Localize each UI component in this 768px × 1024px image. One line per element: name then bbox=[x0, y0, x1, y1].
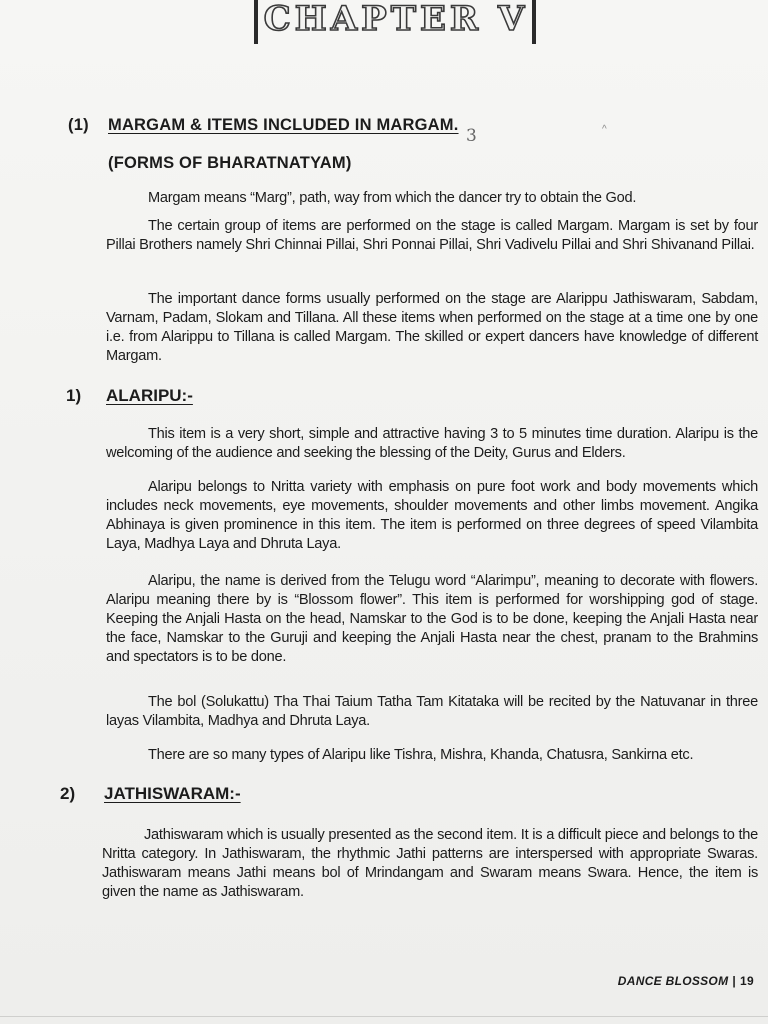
chapter-title: CHAPTER V bbox=[263, 0, 529, 39]
page-edge bbox=[0, 1016, 768, 1017]
section-title: ALARIPU:- bbox=[106, 386, 193, 405]
alaripu-paragraph-1: This item is a very short, simple and attractive having 3 to 5 minutes time duration. Alaripu is the welcoming of the audience and seeking the blessing of the Deity, Gurus and Elders. bbox=[106, 426, 758, 461]
alaripu-paragraph-4: The bol (Solukattu) Tha Thai Taium Tatha Tam Kitataka will be recited by the Natuvanar in three layas Vilambita, Madhya and Dhruta Laya. bbox=[106, 694, 758, 729]
page-number: 19 bbox=[740, 974, 754, 988]
page-footer bbox=[618, 974, 754, 988]
main-heading-number: (1) bbox=[68, 116, 89, 134]
section-heading-alaripu bbox=[66, 386, 266, 408]
chapter-rule-right bbox=[532, 0, 536, 44]
sub-heading: (FORMS OF BHARATNATYAM) bbox=[108, 154, 352, 172]
main-heading bbox=[68, 116, 459, 135]
chapter-header bbox=[252, 0, 540, 44]
pen-mark: ^ bbox=[602, 124, 607, 135]
footer-separator: | bbox=[732, 974, 737, 988]
section-title: JATHISWARAM:- bbox=[104, 784, 241, 803]
book-title: DANCE BLOSSOM bbox=[617, 974, 729, 988]
intro-paragraph-2: The certain group of items are performed on the stage is called Margam. Margam is set by four Pillai Brothers namely Shri Chinnai Pillai, Shri Ponnai Pillai, Shri Vadivelu Pillai and Shri Shivanand Pillai. bbox=[106, 218, 758, 253]
jathiswaram-paragraph-1: Jathiswaram which is usually presented as the second item. It is a difficult piece and belongs to the Nritta category. In Jathiswaram, the rhythmic Jathi patterns are interspersed with appropriate Swaras. Jathiswaram means Jathi means bol of Mrindangam and Swaram means Swara. Hence, the item is given the name as Jathiswaram. bbox=[102, 827, 758, 900]
intro-paragraph-1: Margam means “Marg”, path, way from which the dancer try to obtain the God. bbox=[148, 190, 637, 206]
section-number: 1) bbox=[66, 386, 82, 405]
section-number: 2) bbox=[60, 784, 76, 803]
chapter-rule-left bbox=[254, 0, 258, 44]
handwritten-mark: 3 bbox=[466, 126, 477, 146]
section-heading-jathiswaram bbox=[60, 784, 300, 806]
main-heading-text: MARGAM & ITEMS INCLUDED IN MARGAM. bbox=[108, 116, 459, 134]
alaripu-paragraph-5: There are so many types of Alaripu like Tishra, Mishra, Khanda, Chatusra, Sankirna etc. bbox=[148, 747, 694, 763]
alaripu-paragraph-3: Alaripu, the name is derived from the Telugu word “Alarimpu”, meaning to decorate with flowers. Alaripu meaning there by is “Blossom flower”. This item is performed for worshipping god of stage. Keeping the Anjali Hasta on the head, Namskar to the God is to be done, keeping the Anjali Hasta near the face, Namskar to the Guruji and keeping the Anjali Hasta near the chest, pranam to the Brahmins and spectators is to be done. bbox=[106, 573, 758, 665]
intro-paragraph-3: The important dance forms usually performed on the stage are Alarippu Jathiswaram, Sabdam, Varnam, Padam, Slokam and Tillana. All these items when performed on the stage at a time one by one i.e. from Alarippu to Tillana is called Margam. The skilled or expert dancers have knowledge of different Margam. bbox=[106, 291, 758, 364]
alaripu-paragraph-2: Alaripu belongs to Nritta variety with emphasis on pure foot work and body movements which includes neck movements, eye movements, shoulder movements and other limbs movement. Angika Abhinaya is given prominence in this item. The item is performed on three degrees of speed Vilambita Laya, Madhya Laya and Dhruta Laya. bbox=[106, 479, 758, 552]
